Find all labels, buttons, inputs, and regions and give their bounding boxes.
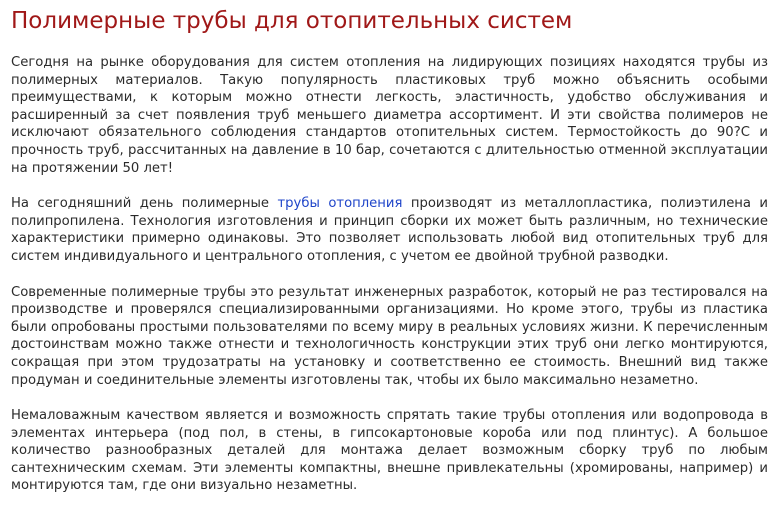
paragraph-text-after-link: производят из металлопластика, полиэтилена и полипропилена. Технология изготовления и принцип сборки их может быть различным, но технические характеристики примерно одинаковы. Это позволяет использовать любой вид отопительных труб для систем индивидуального и центрального отопления, с учетом ее двойной трубной разводки.	[11, 196, 769, 264]
article-title: Полимерные трубы для отопительных систем	[11, 8, 573, 34]
paragraph-materials	[11, 195, 768, 265]
paragraph-text-before-link: На сегодняшний день полимерные	[11, 196, 278, 212]
paragraph-concealment: Немаловажным качеством является и возможность спрятать такие трубы отопления или водопровода в элементах интерьера (под пол, в стены, в гипсокартоновые короба или под плинтус). А большое количество разнообразных деталей для монтажа делает возможным сборку труб по любым сантехническим схемам. Эти элементы компактны, внешне привлекательны (хромированы, например) и монтируются там, где они визуально незаметны.	[11, 408, 768, 494]
paragraph-engineering: Современные полимерные трубы это результат инженерных разработок, который не раз тестировался на производстве и проверялся специализированными организациями. Но кроме этого, трубы из пластика были опробованы простыми пользователями по всему миру в реальных условиях жизни. К перечисленным достоинствам можно также отнести и технологичность конструкции этих труб они легко монтируются, сокращая при этом трудозатраты на установку и соответственно ее стоимость. Внешний вид также продуман и соединительные элементы изготовлены так, чтобы их было максимально незаметно.	[11, 284, 768, 388]
paragraph-intro: Сегодня на рынке оборудования для систем отопления на лидирующих позициях находятся трубы из полимерных материалов. Такую популярность пластиковых труб можно объяснить особыми преимуществами, к которым можно отнести легкость, эластичность, удобство обслуживания и расширенный за счет появления труб меньшего диаметра ассортимент. И эти свойства полимеров не исключают обязательного соблюдения стандартов отопительных систем. Термостойкость до 90?С и прочность труб, рассчитанных на давление в 10 бар, сочетаются с длительностью отменной эксплуатации на протяжении 50 лет!	[11, 55, 768, 176]
heating-pipes-link[interactable]: трубы отопления	[277, 196, 403, 212]
